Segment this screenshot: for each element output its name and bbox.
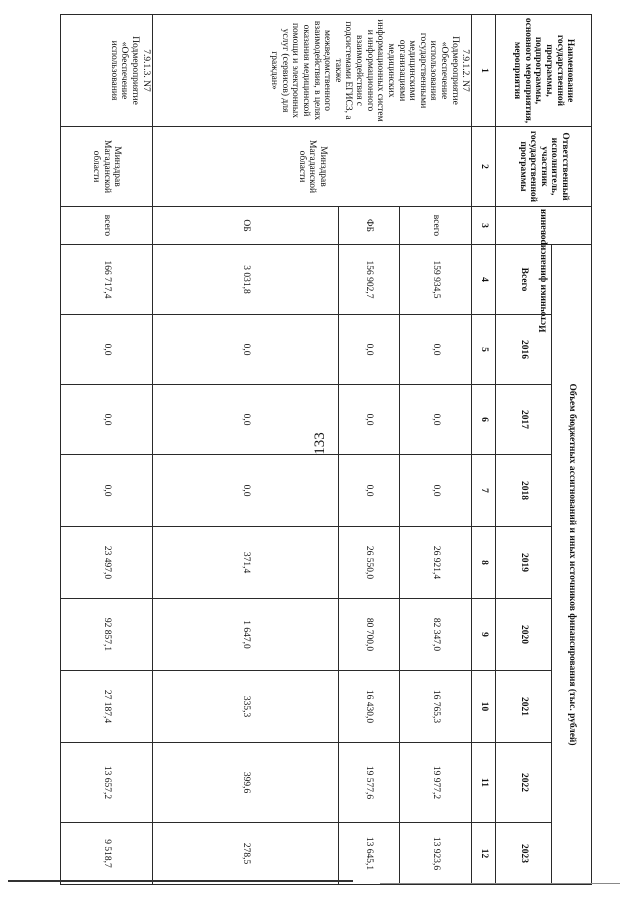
header-year: 2019 bbox=[496, 527, 552, 599]
header-total: Всего bbox=[496, 245, 552, 315]
year-value: 13 923,6 bbox=[400, 823, 472, 885]
total-value: 166 717,4 bbox=[61, 245, 153, 315]
header-year: 2017 bbox=[496, 385, 552, 455]
funding-source: ОБ bbox=[152, 207, 338, 245]
year-value: 0,0 bbox=[61, 315, 153, 385]
measure-name: 7.9.1.2. N7 Подмероприятие «Обеспечение использования государственными медицинскими организациями медицинских информационных систем и информационного взаимодействия с подсистемами ЕГИСЗ, а также межведомственного взаимодействия, в целях оказания медицинской помощи и электронных услуг (сервисов) для граждан» bbox=[152, 15, 472, 127]
measure-executor: Минздрав Магаданской области bbox=[61, 127, 153, 207]
year-value: 27 187,4 bbox=[61, 671, 153, 743]
header-year: 2018 bbox=[496, 455, 552, 527]
year-value: 23 497,0 bbox=[61, 527, 153, 599]
total-value: 159 934,5 bbox=[400, 245, 472, 315]
page-bottom-rule-faint bbox=[380, 883, 620, 884]
column-number: 12 bbox=[472, 823, 496, 885]
year-value: 16 430,0 bbox=[338, 671, 399, 743]
column-number: 2 bbox=[472, 127, 496, 207]
year-value: 0,0 bbox=[338, 315, 399, 385]
column-number: 3 bbox=[472, 207, 496, 245]
year-value: 0,0 bbox=[152, 455, 338, 527]
measure-executor: Минздрав Магаданской области bbox=[152, 127, 472, 207]
year-value: 1 647,0 bbox=[152, 599, 338, 671]
header-name: Наименование государственной программы, подпрограммы, основного мероприятия, мероприятия bbox=[496, 15, 592, 127]
column-number: 6 bbox=[472, 385, 496, 455]
total-value: 156 902,7 bbox=[338, 245, 399, 315]
header-executor: Ответственный исполнитель, участник государственной программы bbox=[496, 127, 592, 207]
header-year: 2022 bbox=[496, 743, 552, 823]
header-year: 2020 bbox=[496, 599, 552, 671]
column-number: 1 bbox=[472, 15, 496, 127]
year-value: 9 518,7 bbox=[61, 823, 153, 885]
year-value: 82 347,0 bbox=[400, 599, 472, 671]
year-value: 0,0 bbox=[338, 455, 399, 527]
year-value: 371,4 bbox=[152, 527, 338, 599]
year-value: 0,0 bbox=[400, 385, 472, 455]
year-value: 0,0 bbox=[400, 455, 472, 527]
year-value: 26 550,0 bbox=[338, 527, 399, 599]
budget-table bbox=[60, 14, 592, 885]
year-value: 19 977,2 bbox=[400, 743, 472, 823]
funding-source: всего bbox=[61, 207, 153, 245]
measure-name: 7.9.1.3. N7 Подмероприятие «Обеспечение использования bbox=[61, 15, 153, 127]
column-number: 10 bbox=[472, 671, 496, 743]
budget-table-rotated bbox=[60, 14, 592, 884]
year-value: 0,0 bbox=[152, 385, 338, 455]
total-value: 3 031,8 bbox=[152, 245, 338, 315]
year-value: 399,6 bbox=[152, 743, 338, 823]
table-row bbox=[400, 15, 472, 885]
table-row bbox=[61, 15, 153, 885]
year-value: 0,0 bbox=[152, 315, 338, 385]
funding-source: ФБ bbox=[338, 207, 399, 245]
year-value: 80 700,0 bbox=[338, 599, 399, 671]
column-number-row bbox=[472, 15, 496, 885]
column-number: 7 bbox=[472, 455, 496, 527]
year-value: 92 857,1 bbox=[61, 599, 153, 671]
column-number: 9 bbox=[472, 599, 496, 671]
year-value: 278,5 bbox=[152, 823, 338, 885]
year-value: 13 657,2 bbox=[61, 743, 153, 823]
year-value: 0,0 bbox=[400, 315, 472, 385]
header-source-text: Источники финансирования bbox=[538, 209, 549, 333]
funding-source: всего bbox=[400, 207, 472, 245]
page-number: 133 bbox=[311, 432, 328, 455]
year-value: 335,3 bbox=[152, 671, 338, 743]
year-value: 19 577,6 bbox=[338, 743, 399, 823]
year-value: 26 921,4 bbox=[400, 527, 472, 599]
year-value: 13 645,1 bbox=[338, 823, 399, 885]
year-value: 0,0 bbox=[61, 385, 153, 455]
year-value: 16 765,3 bbox=[400, 671, 472, 743]
header-year: 2016 bbox=[496, 315, 552, 385]
header-year: 2021 bbox=[496, 671, 552, 743]
header-funding-group: Объем бюджетных ассигнований и иных источников финансирования (тыс. рублей) bbox=[552, 245, 592, 885]
year-value: 0,0 bbox=[338, 385, 399, 455]
page-bottom-rule bbox=[8, 880, 353, 882]
column-number: 5 bbox=[472, 315, 496, 385]
column-number: 8 bbox=[472, 527, 496, 599]
header-year: 2023 bbox=[496, 823, 552, 885]
column-number: 4 bbox=[472, 245, 496, 315]
column-number: 11 bbox=[472, 743, 496, 823]
year-value: 0,0 bbox=[61, 455, 153, 527]
